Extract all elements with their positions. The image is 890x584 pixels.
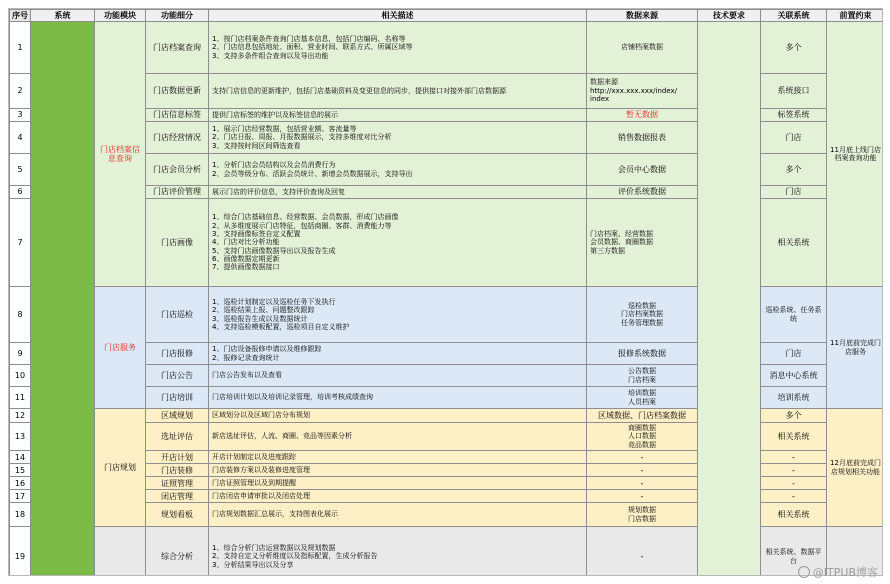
related-system-cell[interactable]: 门店: [761, 122, 827, 154]
description-cell[interactable]: 1、门店设备报修申请以及维修跟踪 2、报修记录查询统计: [209, 343, 587, 365]
blog-logo-icon: [798, 566, 810, 578]
source-cell[interactable]: 规划数据 门店数据: [587, 503, 698, 527]
module-cell[interactable]: [95, 527, 146, 576]
row-number[interactable]: 5: [10, 154, 31, 186]
related-system-cell[interactable]: -: [761, 451, 827, 464]
related-system-cell[interactable]: 消息中心系统: [761, 365, 827, 387]
row-number[interactable]: 15: [10, 464, 31, 477]
constraint-cell[interactable]: 11月底前完成门店服务: [827, 287, 884, 409]
related-system-cell[interactable]: 门店: [761, 343, 827, 365]
description-cell[interactable]: 门店公告发布以及查看: [209, 365, 587, 387]
row-number[interactable]: 8: [10, 287, 31, 343]
source-cell[interactable]: 报修系统数据: [587, 343, 698, 365]
related-system-cell[interactable]: 巡检系统、任务系统: [761, 287, 827, 343]
related-system-cell[interactable]: 多个: [761, 22, 827, 74]
row-number[interactable]: 19: [10, 527, 31, 576]
description-cell[interactable]: 展示门店的评价信息，支持评价查询及回复: [209, 186, 587, 199]
detail-cell[interactable]: 开店计划: [146, 451, 209, 464]
related-system-cell[interactable]: -: [761, 490, 827, 503]
description-cell[interactable]: 提供门店标签的维护以及标签信息的展示: [209, 109, 587, 122]
row-number[interactable]: 4: [10, 122, 31, 154]
row-number[interactable]: 7: [10, 199, 31, 287]
description-cell[interactable]: 1、按门店档案条件查询门店基本信息，包括门店编码、名称等 2、门店信息包括地址、面积、营业时间、联系方式、所属区域等 3、支持多条件组合查询以及导出功能: [209, 22, 587, 74]
source-cell[interactable]: 评价系统数据: [587, 186, 698, 199]
row-number[interactable]: 13: [10, 423, 31, 451]
description-cell[interactable]: 区域划分以及区域门店分布规划: [209, 409, 587, 423]
header-cell[interactable]: 技术要求: [698, 10, 761, 22]
related-system-cell[interactable]: 相关系统: [761, 503, 827, 527]
related-system-cell[interactable]: 多个: [761, 409, 827, 423]
description-cell[interactable]: 门店证照管理以及到期提醒: [209, 477, 587, 490]
row-number[interactable]: 12: [10, 409, 31, 423]
description-cell[interactable]: 新店选址评估，人流、商圈、竞品等因素分析: [209, 423, 587, 451]
row-number[interactable]: 2: [10, 74, 31, 109]
detail-cell[interactable]: 门店报修: [146, 343, 209, 365]
source-cell[interactable]: 培训数据 人员档案: [587, 387, 698, 409]
constraint-cell[interactable]: 11月底上线门店档案查询功能: [827, 22, 884, 287]
source-cell[interactable]: -: [587, 527, 698, 576]
source-cell[interactable]: 门店档案、经营数据 会员数据、商圈数据 第三方数据: [587, 199, 698, 287]
related-system-cell[interactable]: 标签系统: [761, 109, 827, 122]
row-number[interactable]: 3: [10, 109, 31, 122]
table-row: [10, 22, 884, 74]
source-cell[interactable]: 暂无数据: [587, 109, 698, 122]
detail-cell[interactable]: 门店评价管理: [146, 186, 209, 199]
spreadsheet: [8, 8, 883, 576]
detail-cell[interactable]: 区域规划: [146, 409, 209, 423]
detail-cell[interactable]: 门店公告: [146, 365, 209, 387]
description-cell[interactable]: 门店装修方案以及装修进度管理: [209, 464, 587, 477]
description-cell[interactable]: 1、巡检计划制定以及巡检任务下发执行 2、巡检结果上报、问题整改跟踪 3、巡检报告生成以及数据统计 4、支持巡检模板配置，巡检项目自定义维护: [209, 287, 587, 343]
row-number[interactable]: 11: [10, 387, 31, 409]
description-cell[interactable]: 1、综合分析门店运营数据以及规划数据 2、支持自定义分析维度以及指标配置，生成分析报告 3、分析结果导出以及分享: [209, 527, 587, 576]
requirements-table: [9, 9, 883, 576]
detail-cell[interactable]: 证照管理: [146, 477, 209, 490]
source-cell[interactable]: 销售数据报表: [587, 122, 698, 154]
detail-cell[interactable]: 门店画像: [146, 199, 209, 287]
source-cell[interactable]: 店铺档案数据: [587, 22, 698, 74]
header-cell[interactable]: 相关描述: [209, 10, 587, 22]
detail-cell[interactable]: 门店装修: [146, 464, 209, 477]
description-cell[interactable]: 1、分析门店会员结构以及会员消费行为 2、会员等级分布、活跃会员统计、新增会员数据展示，支持导出: [209, 154, 587, 186]
tech-requirement-cell[interactable]: [698, 22, 761, 577]
watermark-text: @ITPUB博客: [812, 566, 878, 579]
detail-cell[interactable]: 门店档案查询: [146, 22, 209, 74]
system-cell[interactable]: [31, 22, 95, 577]
related-system-cell[interactable]: 门店: [761, 186, 827, 199]
source-cell[interactable]: 商圈数据 人口数据 竞品数据: [587, 423, 698, 451]
header-cell[interactable]: 系统: [31, 10, 95, 22]
related-system-cell[interactable]: 系统接口: [761, 74, 827, 109]
detail-cell[interactable]: 门店巡检: [146, 287, 209, 343]
related-system-cell[interactable]: -: [761, 477, 827, 490]
description-cell[interactable]: 门店闭店申请审批以及闭店处理: [209, 490, 587, 503]
related-system-cell[interactable]: 相关系统: [761, 423, 827, 451]
detail-cell[interactable]: 规划看板: [146, 503, 209, 527]
source-cell[interactable]: 巡检数据 门店档案数据 任务管理数据: [587, 287, 698, 343]
detail-cell[interactable]: 门店信息标签: [146, 109, 209, 122]
source-cell[interactable]: -: [587, 464, 698, 477]
source-cell[interactable]: -: [587, 451, 698, 464]
detail-cell[interactable]: 闭店管理: [146, 490, 209, 503]
row-number[interactable]: 10: [10, 365, 31, 387]
header-cell[interactable]: 关联系统: [761, 10, 827, 22]
header-cell[interactable]: 功能细分: [146, 10, 209, 22]
detail-cell[interactable]: 门店会员分析: [146, 154, 209, 186]
detail-cell[interactable]: 门店数据更新: [146, 74, 209, 109]
related-system-cell[interactable]: 相关系统、数据平台: [761, 527, 827, 576]
source-cell[interactable]: 会员中心数据: [587, 154, 698, 186]
header-row: [10, 10, 884, 22]
header-cell[interactable]: 功能模块: [95, 10, 146, 22]
related-system-cell[interactable]: -: [761, 464, 827, 477]
related-system-cell[interactable]: 培训系统: [761, 387, 827, 409]
source-cell[interactable]: 区域数据、门店档案数据: [587, 409, 698, 423]
description-cell[interactable]: 门店规划数据汇总展示，支持图表化展示: [209, 503, 587, 527]
row-number[interactable]: 1: [10, 22, 31, 74]
description-cell[interactable]: 开店计划制定以及进度跟踪: [209, 451, 587, 464]
source-cell[interactable]: -: [587, 477, 698, 490]
header-cell[interactable]: 前置约束: [827, 10, 884, 22]
row-number[interactable]: 6: [10, 186, 31, 199]
detail-cell[interactable]: 门店培训: [146, 387, 209, 409]
header-cell[interactable]: 数据来源: [587, 10, 698, 22]
related-system-cell[interactable]: 相关系统: [761, 199, 827, 287]
header-cell[interactable]: 序号: [10, 10, 31, 22]
related-system-cell[interactable]: 多个: [761, 154, 827, 186]
row-number[interactable]: 16: [10, 477, 31, 490]
detail-cell[interactable]: 综合分析: [146, 527, 209, 576]
description-cell[interactable]: 门店培训计划以及培训记录管理，培训考核成绩查询: [209, 387, 587, 409]
module-cell[interactable]: 门店服务: [95, 287, 146, 409]
row-number[interactable]: 18: [10, 503, 31, 527]
row-number[interactable]: 14: [10, 451, 31, 464]
description-cell[interactable]: 1、展示门店经营数据，包括营业额、客流量等 2、门店日报、周报、月报数据展示，支持多维度对比分析 3、支持按时间区间筛选查看: [209, 122, 587, 154]
detail-cell[interactable]: 门店经营情况: [146, 122, 209, 154]
source-cell[interactable]: -: [587, 490, 698, 503]
source-cell[interactable]: 公告数据 门店档案: [587, 365, 698, 387]
detail-cell[interactable]: 选址评估: [146, 423, 209, 451]
row-number[interactable]: 17: [10, 490, 31, 503]
row-number[interactable]: 9: [10, 343, 31, 365]
constraint-cell[interactable]: 12月底前完成门店规划相关功能: [827, 409, 884, 527]
description-cell[interactable]: 1、综合门店基础信息、经营数据、会员数据，形成门店画像 2、从多维度展示门店特征，包括商圈、客群、消费能力等 3、支持画像标签自定义配置 4、门店对比分析功能 5、支持门店画像数据导出以及报告生成 6、画像数据定期更新 7、提供画像数据接口: [209, 199, 587, 287]
module-cell[interactable]: 门店档案信息查询: [95, 22, 146, 287]
description-cell[interactable]: 支持门店信息的更新维护，包括门店基础资料及变更信息的同步，提供接口对接外部门店数据源: [209, 74, 587, 109]
watermark: [798, 564, 878, 580]
source-cell[interactable]: 数据来源 http://xxx.xxx.xxx/index/ index: [587, 74, 698, 109]
module-cell[interactable]: 门店规划: [95, 409, 146, 527]
